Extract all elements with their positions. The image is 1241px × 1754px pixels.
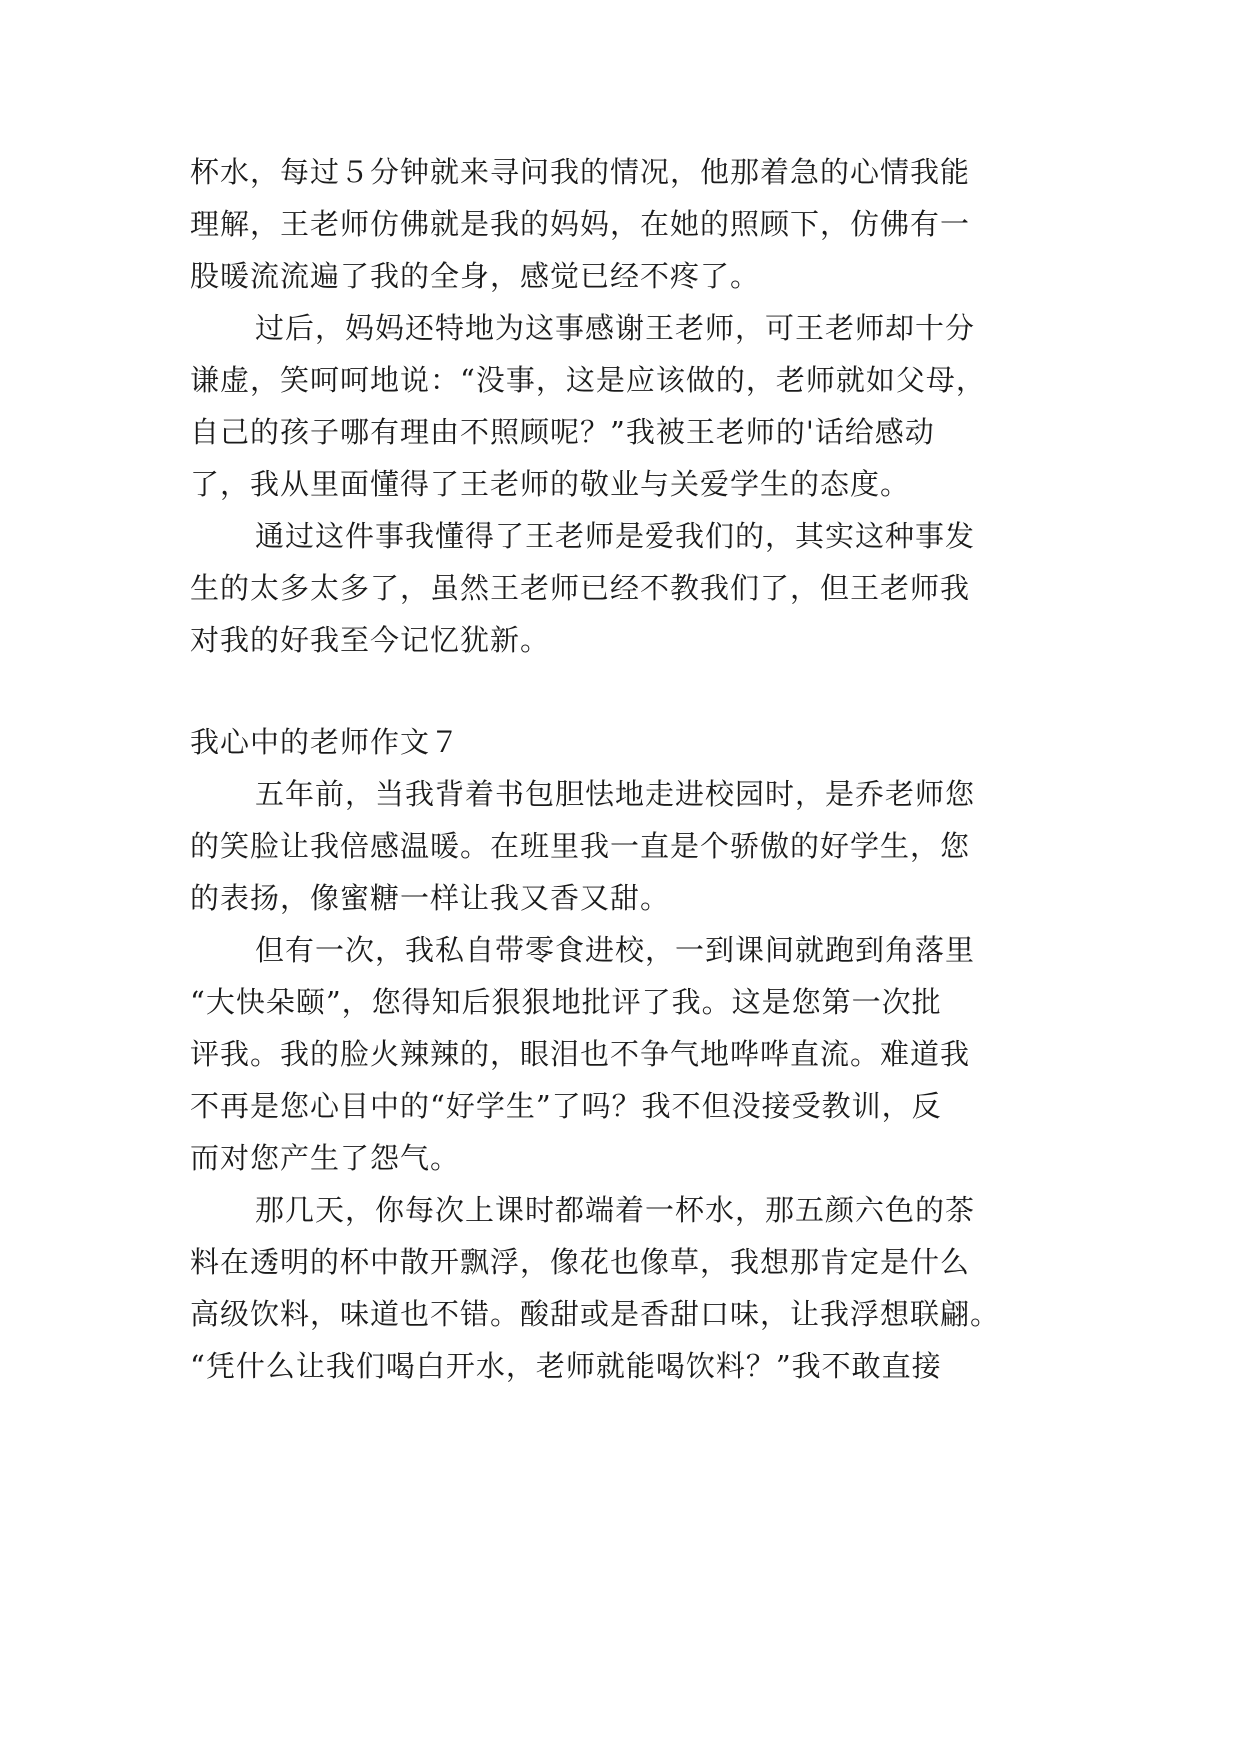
text-line: 但有一次，我私自带零食进校，一到课间就跑到角落里 — [255, 933, 976, 967]
text-line: 股暖流流遍了我的全身，感觉已经不疼了。 — [190, 259, 761, 293]
text-line: 谦虚，笑呵呵地说：“没事，这是应该做的，老师就如父母， — [190, 363, 986, 397]
text-line: 自己的孩子哪有理由不照顾呢？”我被王老师的'话给感动 — [190, 415, 935, 449]
text-line: 理解，王老师仿佛就是我的妈妈，在她的照顾下，仿佛有一 — [190, 207, 971, 241]
text-line: 料在透明的杯中散开飘浮，像花也像草，我想那肯定是什么 — [190, 1245, 971, 1279]
text-line: 杯水，每过５分钟就来寻问我的情况，他那着急的心情我能 — [190, 155, 971, 189]
text-line: “大快朵颐”，您得知后狠狠地批评了我。这是您第一次批 — [190, 985, 942, 1019]
text-line: 了，我从里面懂得了王老师的敬业与关爱学生的态度。 — [190, 467, 911, 501]
section-heading: 我心中的老师作文７ — [190, 725, 461, 759]
text-line: 的笑脸让我倍感温暖。在班里我一直是个骄傲的好学生，您 — [190, 829, 971, 863]
text-line: 评我。我的脸火辣辣的，眼泪也不争气地哗哗直流。难道我 — [190, 1037, 971, 1071]
text-line: 高级饮料，味道也不错。酸甜或是香甜口味，让我浮想联翩。 — [190, 1297, 1001, 1331]
text-line: 对我的好我至今记忆犹新。 — [190, 623, 551, 657]
text-line: 五年前，当我背着书包胆怯地走进校园时，是乔老师您 — [255, 777, 976, 811]
text-line: 那几天，你每次上课时都端着一杯水，那五颜六色的茶 — [255, 1193, 976, 1227]
text-line: 而对您产生了怨气。 — [190, 1141, 461, 1175]
text-line: 生的太多太多了，虽然王老师已经不教我们了，但王老师我 — [190, 571, 971, 605]
text-line: 过后，妈妈还特地为这事感谢王老师，可王老师却十分 — [255, 311, 976, 345]
text-line: 不再是您心目中的“好学生”了吗？我不但没接受教训，反 — [190, 1089, 942, 1123]
text-line: “凭什么让我们喝白开水，老师就能喝饮料？”我不敢直接 — [190, 1349, 942, 1383]
text-line: 的表扬，像蜜糖一样让我又香又甜。 — [190, 881, 671, 915]
text-line: 通过这件事我懂得了王老师是爱我们的，其实这种事发 — [255, 519, 976, 553]
